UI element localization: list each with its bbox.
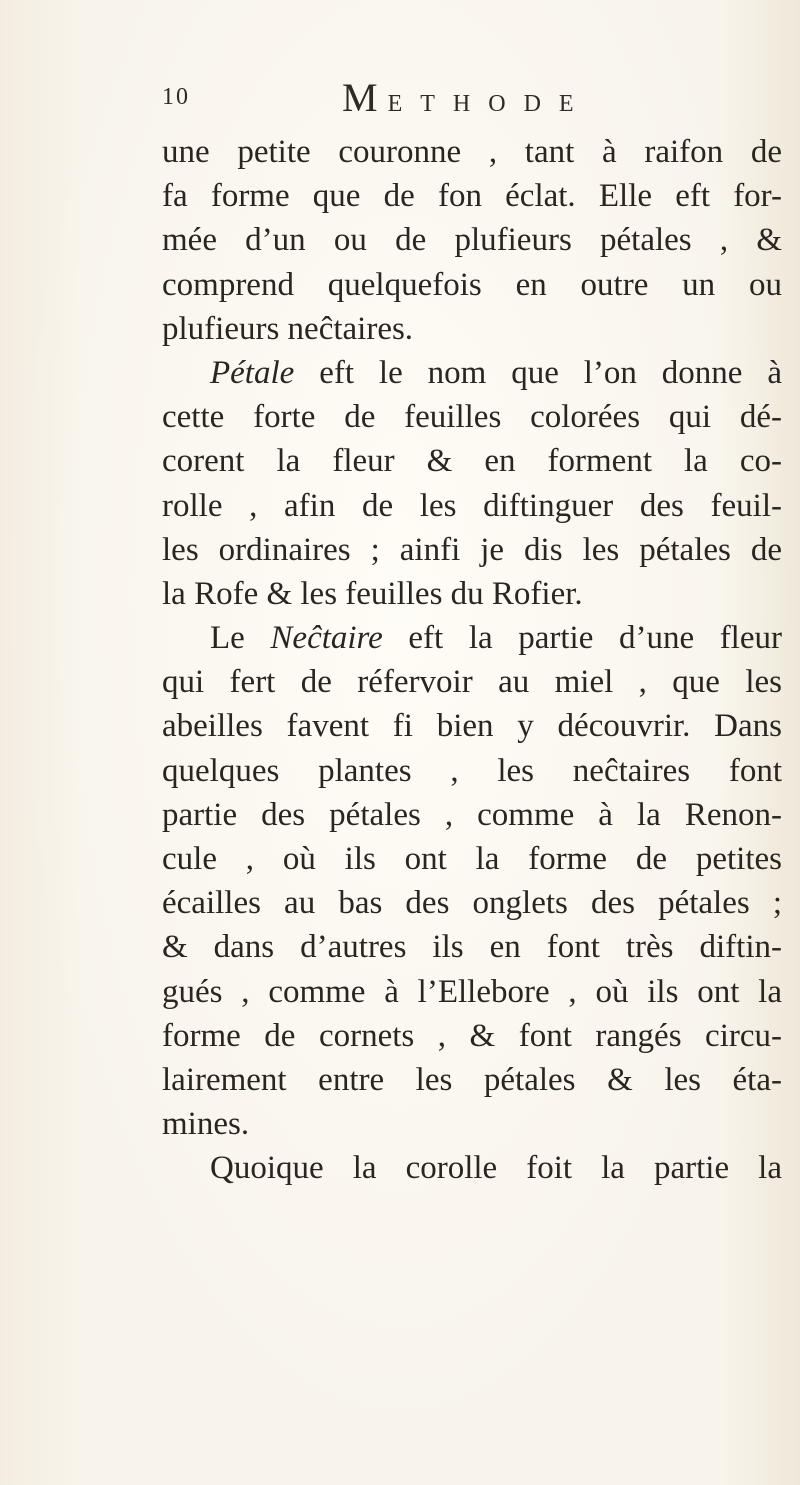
text-line: une petite couronne , tant à raifon de [162, 134, 782, 170]
paragraph-start: Quoique la corolle foit la partie la [210, 1150, 782, 1187]
text-line: lairement entre les pétales & les éta- [162, 1061, 782, 1098]
text-line: abeilles favent fi bien y découvrir. Dans [162, 708, 782, 745]
paragraph-start: Pétale eft le nom que l’on donne à [210, 354, 782, 391]
text-line: mée d’un ou de plufieurs pétales , & [162, 222, 782, 259]
text-line: mines. [162, 1106, 250, 1143]
text-line: corent la fleur & en forment la co- [162, 443, 782, 480]
defined-term-petale: Pétale [210, 354, 295, 391]
running-head-rest: ETHODE [387, 91, 592, 117]
page-number: 10 [162, 84, 190, 110]
text-line: cette forte de feuilles colorées qui dé- [162, 399, 782, 436]
body-text [162, 130, 782, 1191]
text-line: gués , comme à l’Ellebore , où ils ont la [162, 973, 782, 1010]
text-line: comprend quelquefois en outre un ou [162, 266, 782, 303]
running-head-initial: M [342, 75, 378, 120]
text-line: partie des pétales , comme à la Renon- [162, 796, 782, 833]
text-line: fa forme que de fon éclat. Elle eft for- [162, 178, 782, 215]
text-line: la Rofe & les feuilles du Rofier. [162, 575, 583, 612]
paragraph-start: Le Neĉtaire eft la partie d’une fleur [210, 620, 782, 657]
text-line: les ordinaires ; ainfi je dis les pétales de [162, 531, 782, 568]
text-line: qui fert de réfervoir au miel , que les [162, 664, 782, 701]
running-head [342, 74, 592, 121]
page-header [162, 74, 642, 120]
text-line: forme de cornets , & font rangés circu- [162, 1017, 782, 1054]
text-line: plufieurs neĉtaires. [162, 310, 414, 347]
text-line: cule , où ils ont la forme de petites [162, 841, 782, 877]
text-line: rolle , afin de les diftinguer des feuil- [162, 487, 782, 524]
text-line: quelques plantes , les neĉtaires font [162, 752, 782, 789]
text-line: & dans d’autres ils en font très diftin- [162, 929, 782, 966]
defined-term-nectaire: Neĉtaire [270, 620, 383, 657]
text-line: écailles au bas des onglets des pétales ; [162, 885, 782, 922]
